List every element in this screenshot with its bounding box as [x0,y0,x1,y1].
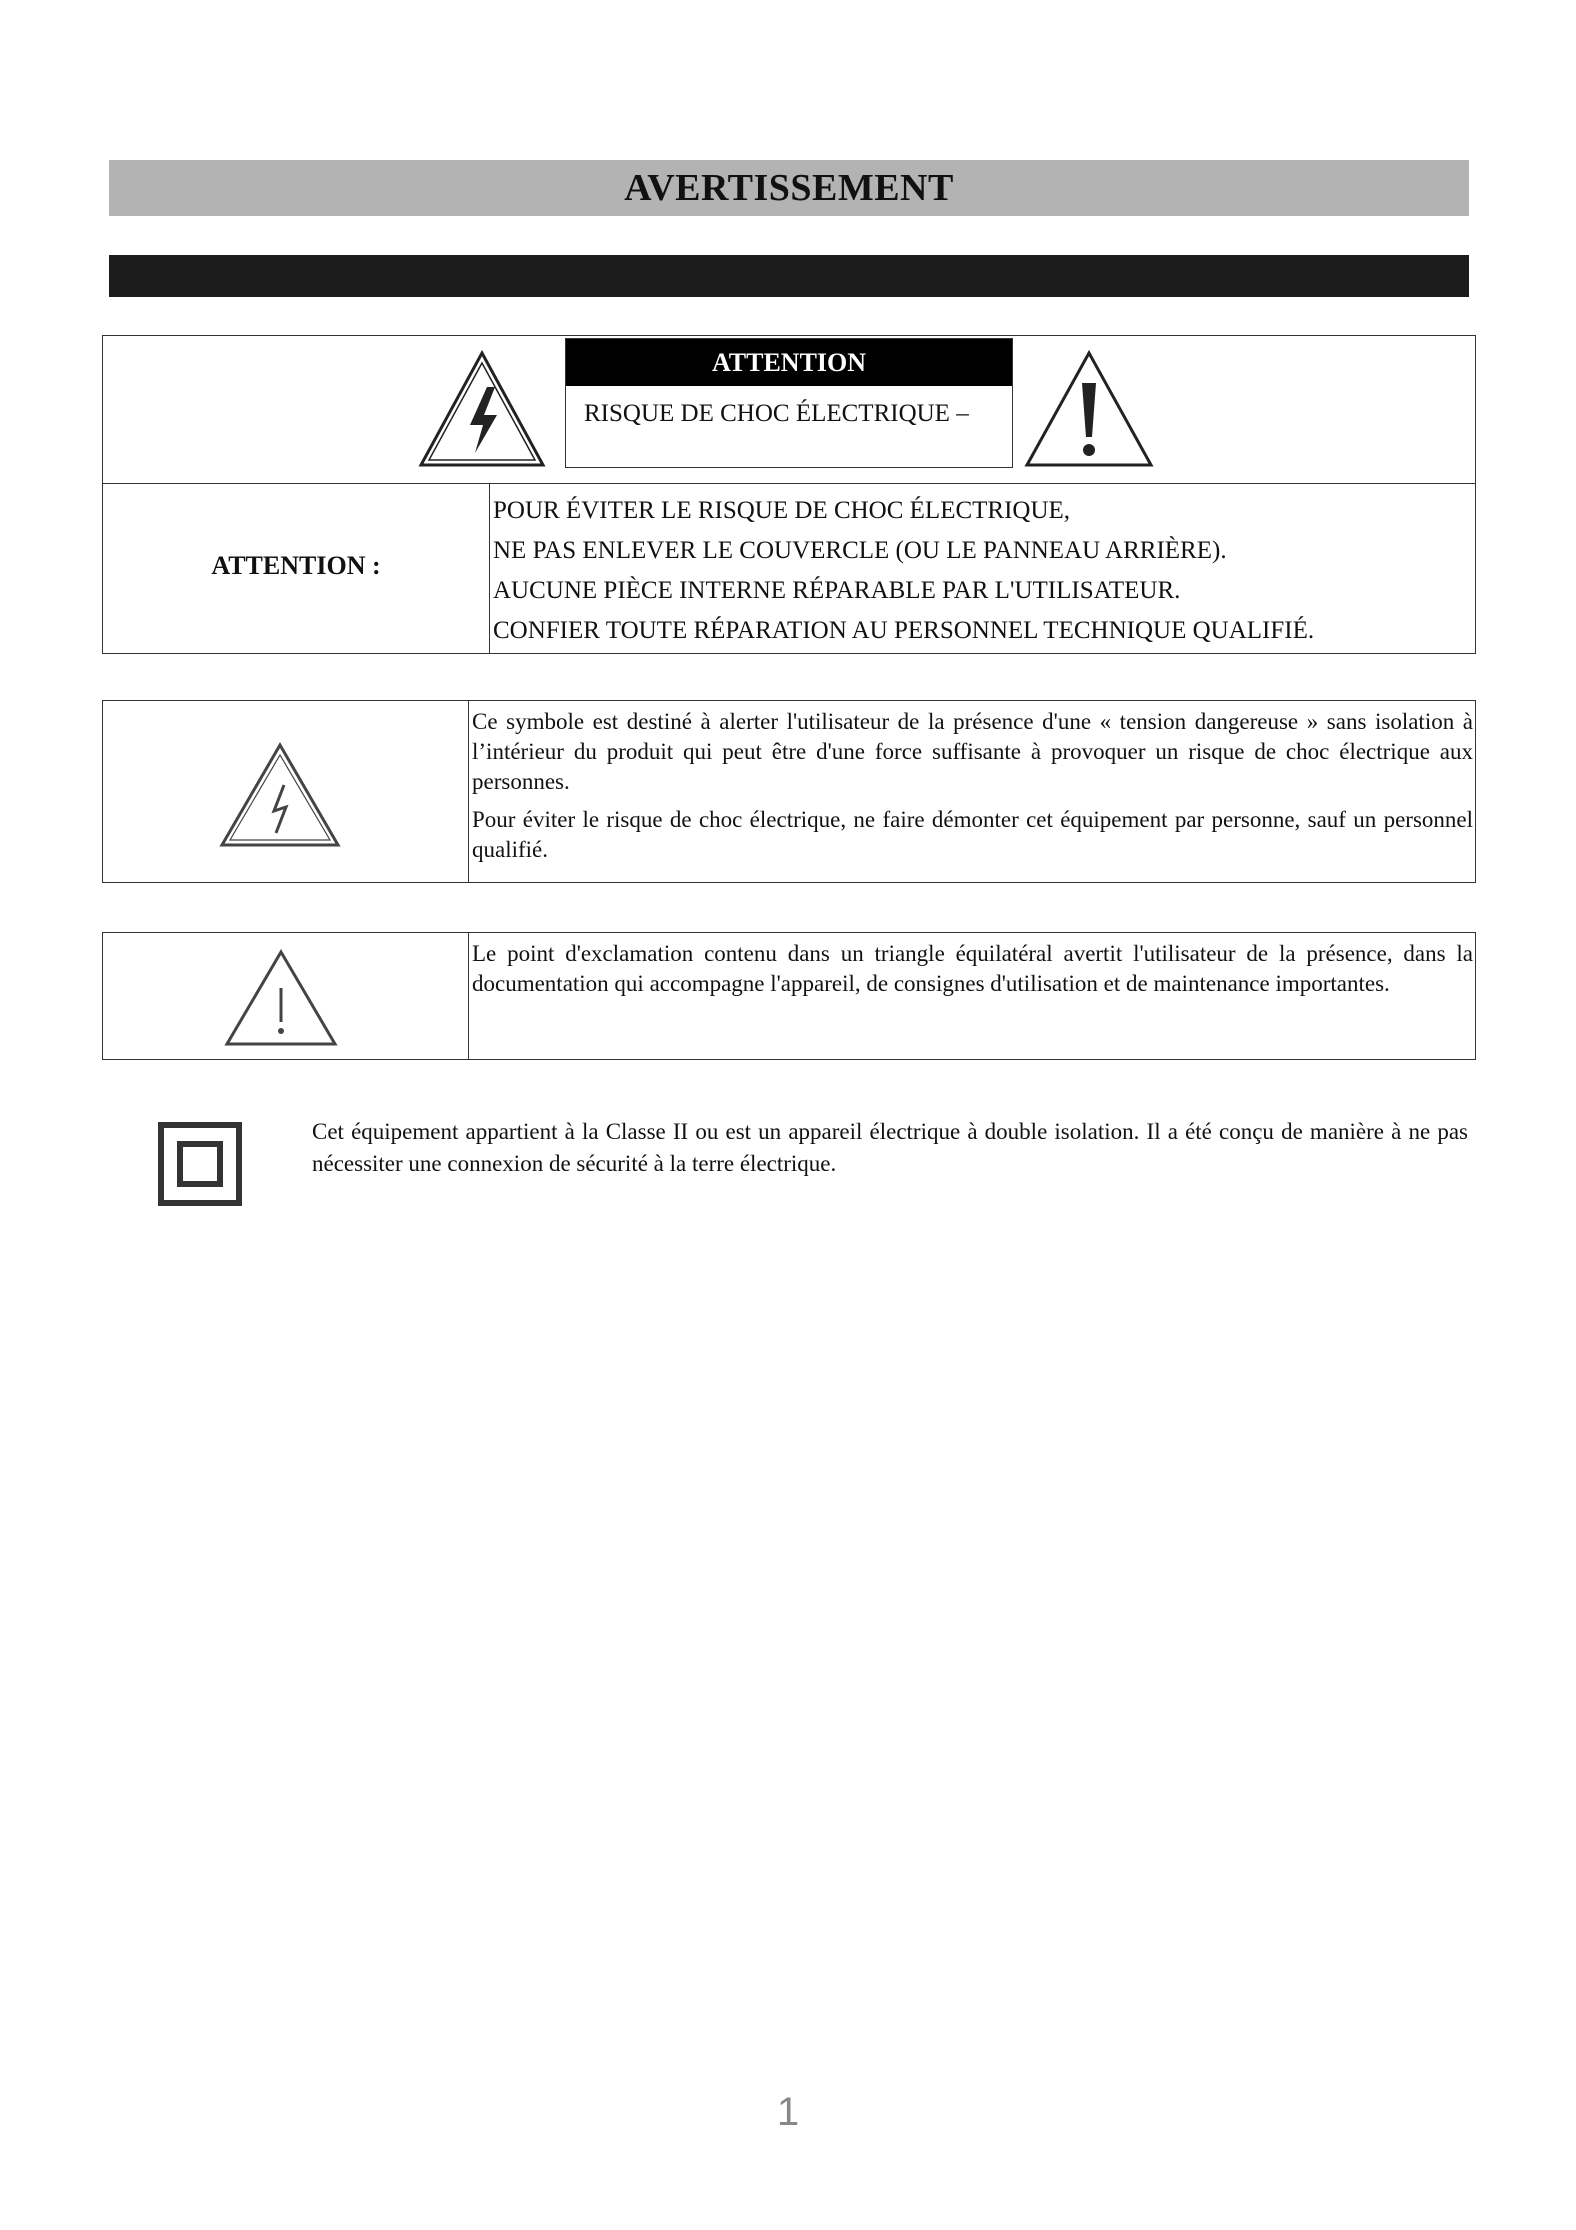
double-insulation-icon [158,1122,244,1213]
page-number: 1 [776,2090,800,2134]
attention-lines [493,491,1314,651]
attention-line: AUCUNE PIÈCE INTERNE RÉPARABLE PAR L'UTILISATEUR. [493,577,1181,604]
attention-line: POUR ÉVITER LE RISQUE DE CHOC ÉLECTRIQUE, [493,497,1071,524]
exclamation-description: Le point d'exclamation contenu dans un triangle équilatéral avertit l'utilisateur de la présence, dans la documentation qui accompagne l'appareil, de consignes d'utilisation et de maintenance importantes. [472,941,1473,996]
lightning-warning-icon [415,347,549,476]
lightning-description [472,707,1473,873]
divider [489,483,490,653]
description-paragraph: Ce symbole est destiné à alerter l'utilisateur de la présence d'une « tension dangereuse » sans isolation à l’intérieur du produit qui peut être d'une force suffisante à provoquer un risque de choc électrique aux personnes. [472,709,1473,794]
attention-panel [565,338,1013,468]
description-paragraph: Pour éviter le risque de choc électrique, ne faire démonter cet équipement par personne, sauf un personnel qualifié. [472,807,1473,862]
attention-label: ATTENTION : [211,551,381,580]
divider [468,933,469,1059]
risk-text: RISQUE DE CHOC ÉLECTRIQUE – [584,400,969,427]
attention-header: ATTENTION [566,339,1012,386]
class2-description: Cet équipement appartient à la Classe II ou est un appareil électrique à double isolation. Il a été conçu de manière à ne pas nécessiter une connexion de sécurité à la terre électrique. [312,1119,1468,1176]
exclamation-symbol-row [102,932,1476,1060]
lightning-symbol-row [102,700,1476,883]
exclamation-warning-icon [223,948,339,1053]
title-bar [109,160,1469,216]
page-title: AVERTISSEMENT [624,167,954,209]
attention-line: NE PAS ENLEVER LE COUVERCLE (OU LE PANNEAU ARRIÈRE). [493,537,1227,564]
exclamation-warning-icon [1021,347,1157,476]
attention-line: CONFIER TOUTE RÉPARATION AU PERSONNEL TECHNIQUE QUALIFIÉ. [493,617,1315,644]
attention-block [102,335,1476,654]
divider [103,483,1475,484]
lightning-warning-icon [218,741,342,854]
divider-bar [109,255,1469,297]
divider [468,701,469,882]
